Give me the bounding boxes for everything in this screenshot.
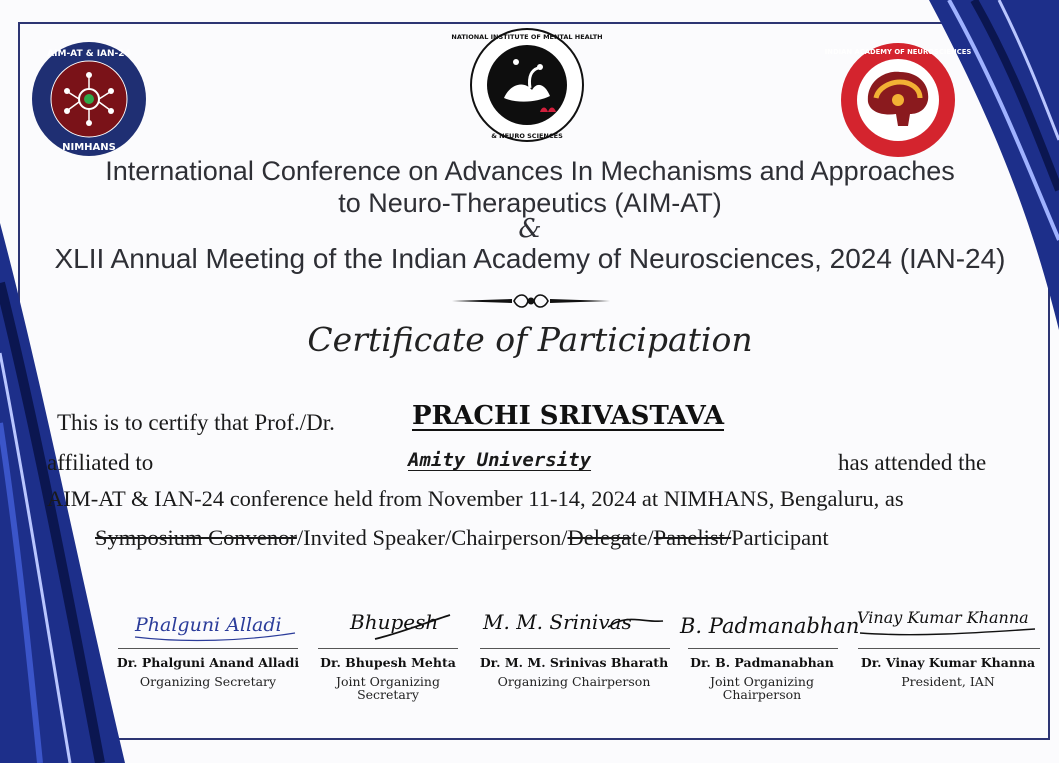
ornament-divider <box>452 290 610 312</box>
role-symposium-convenor: Symposium Convenor <box>95 525 297 550</box>
certificate-heading: Certificate of Participation <box>307 320 753 359</box>
signatory-name-1: Dr. Phalguni Anand Alladi <box>116 655 300 670</box>
conference-title-line-1: International Conference on Advances In Mechanisms and Approaches <box>105 156 955 186</box>
signature-line-5 <box>858 648 1040 649</box>
conference-title-line-2: to Neuro-Therapeutics (AIM-AT) <box>338 188 722 218</box>
signature-padmanabhan <box>678 593 860 653</box>
signature-text-padmanabhan: B. Padmanabhan <box>680 614 860 638</box>
signature-khanna <box>855 593 1040 653</box>
affiliated-prefix: affiliated to <box>47 450 154 475</box>
conference-details: AIM-AT & IAN-24 conference held from November 11-14, 2024 at NIMHANS, Bengaluru, as <box>47 486 904 511</box>
role-delegate-struck: Delega <box>567 525 632 550</box>
affiliation: Amity University <box>408 449 592 471</box>
signature-alladi <box>125 593 300 653</box>
title-ampersand: & <box>518 214 542 244</box>
signature-line-4 <box>688 648 838 649</box>
ian-logo <box>824 40 972 160</box>
signature-bharath <box>478 593 668 653</box>
svg-text:NATIONAL INSTITUTE OF MENTAL H: NATIONAL INSTITUTE OF MENTAL HEALTH <box>451 33 603 41</box>
signature-line-2 <box>318 648 458 649</box>
attended-suffix: has attended the <box>838 450 987 475</box>
signatory-name-4: Dr. B. Padmanabhan <box>690 655 834 670</box>
meeting-title: XLII Annual Meeting of the Indian Academy of Neurosciences, 2024 (IAN-24) <box>54 243 1006 274</box>
signatory-role-1: Organizing Secretary <box>139 674 277 689</box>
signatory-role-5: President, IAN <box>901 674 995 689</box>
signature-text-bharath: M. M. Srinivas <box>483 610 632 634</box>
signatory-role-3: Organizing Chairperson <box>497 674 651 689</box>
signature-text-mehta: Bhupesh <box>350 610 439 634</box>
nimhans-logo <box>451 26 603 144</box>
svg-text:NIMHANS: NIMHANS <box>62 142 116 153</box>
signature-line-1 <box>118 648 298 649</box>
roles-line <box>95 525 829 551</box>
role-speaker-chairperson: /Invited Speaker/Chairperson/ <box>296 525 568 550</box>
certify-prefix: This is to certify that Prof./Dr. <box>57 410 335 435</box>
role-panelist: Panelist/ <box>653 525 732 550</box>
aim-at-ian-logo <box>30 40 148 158</box>
role-participant: Participant <box>731 525 829 550</box>
role-delegate-rest: te/ <box>631 525 654 550</box>
signatory-role-4: Joint Organizing Chairperson <box>710 674 814 702</box>
signature-text-khanna: Vinay Kumar Khanna <box>857 608 1029 627</box>
signature-mehta <box>345 593 455 653</box>
svg-text:AIM-AT & IAN-24: AIM-AT & IAN-24 <box>47 49 131 59</box>
signatory-name-2: Dr. Bhupesh Mehta <box>320 655 456 670</box>
svg-text:INDIAN ACADEMY OF NEUROSCIENCE: INDIAN ACADEMY OF NEUROSCIENCES <box>824 48 972 56</box>
participant-name: PRACHI SRIVASTAVA <box>412 401 724 431</box>
signature-line-3 <box>480 648 670 649</box>
signature-text-alladi: Phalguni Alladi <box>135 614 282 636</box>
svg-text:& NEURO SCIENCES: & NEURO SCIENCES <box>491 132 563 140</box>
signatory-name-5: Dr. Vinay Kumar Khanna <box>860 655 1036 670</box>
signatory-role-2: Joint Organizing Secretary <box>336 674 440 702</box>
signatory-name-3: Dr. M. M. Srinivas Bharath <box>479 655 669 670</box>
